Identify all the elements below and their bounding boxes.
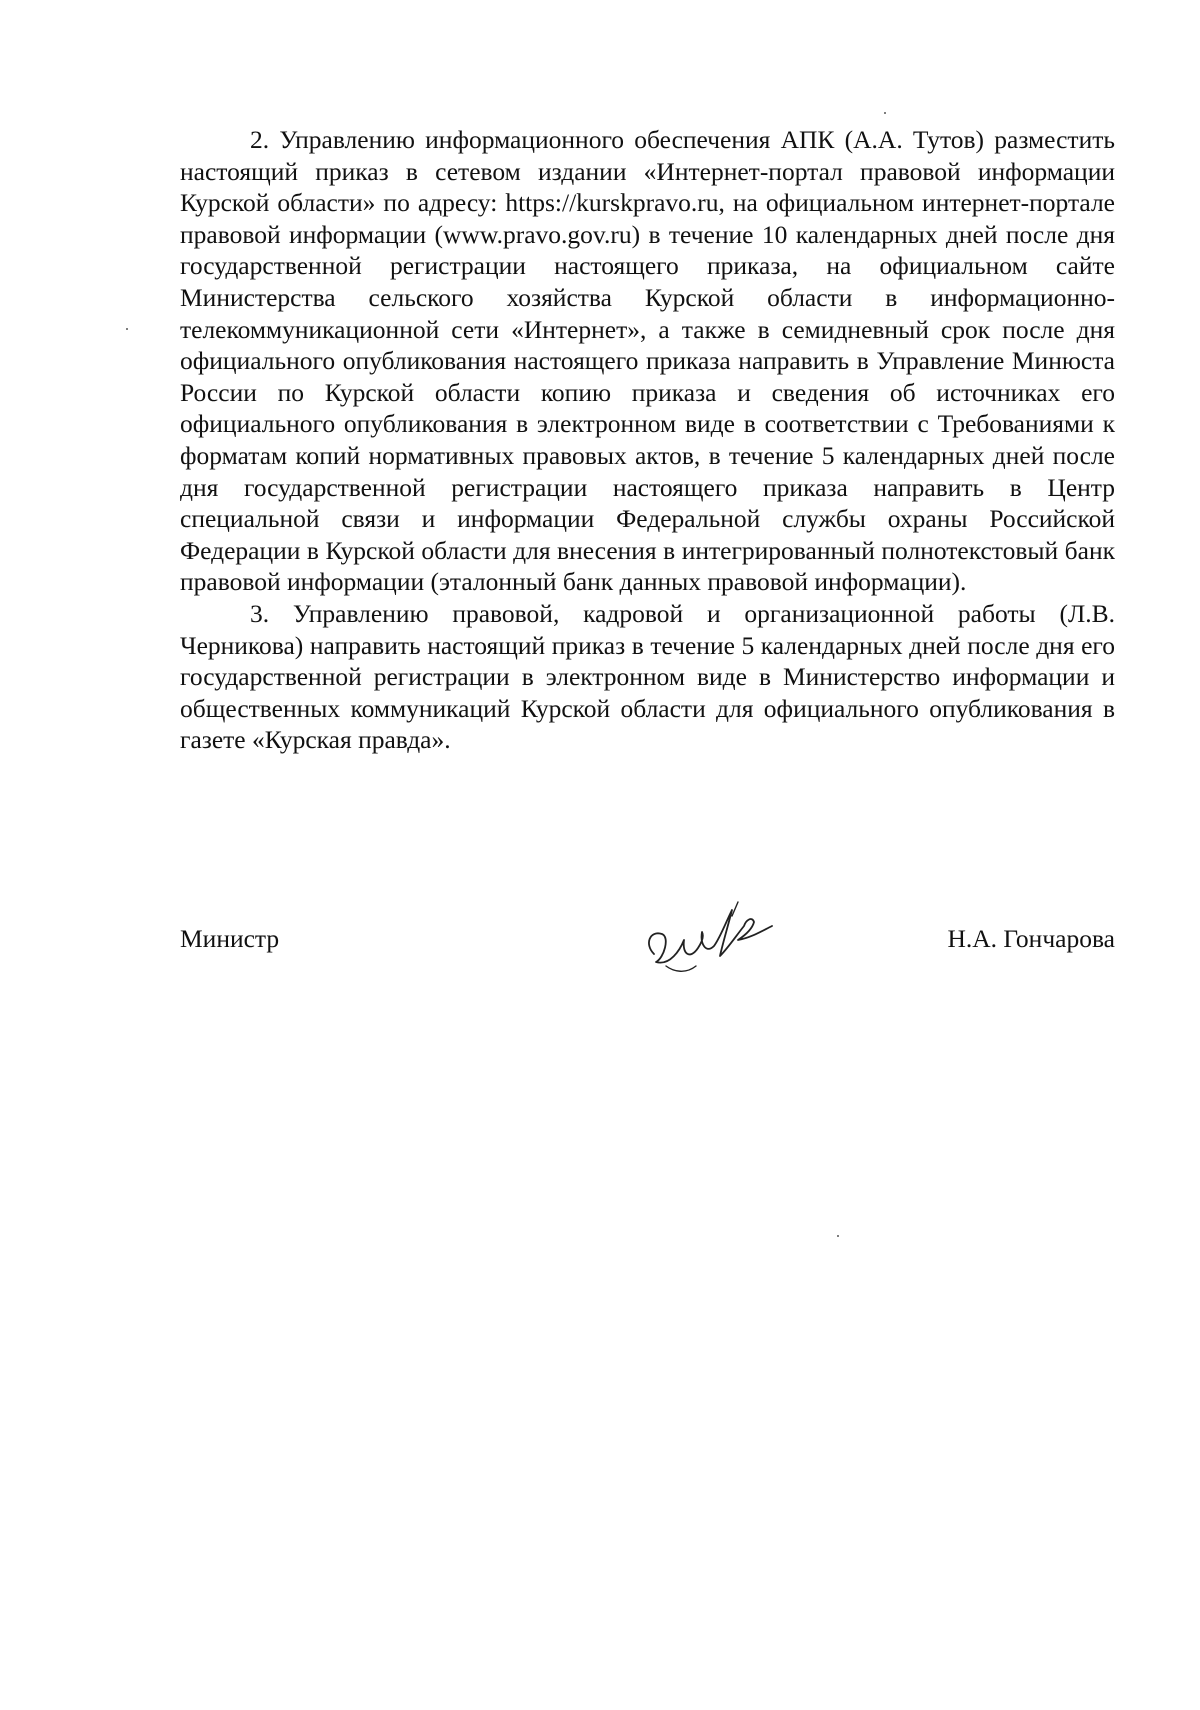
scan-speck bbox=[126, 328, 128, 330]
document-body bbox=[180, 124, 1115, 756]
signer-title: Министр bbox=[180, 924, 280, 953]
handwritten-signature-icon bbox=[640, 896, 800, 986]
scan-speck bbox=[884, 112, 886, 114]
signature-block bbox=[180, 916, 1115, 986]
paragraph-2: 2. Управлению информационного обеспечения АПК (А.А. Тутов) разместить настоящий приказ в сетевом издании «Интернет-портал правовой информации Курской области» по адресу: https://kurskpravo.ru, на официальном интернет-портале правовой информации (www.pravo.gov.ru) в течение 10 календарных дней после дня государственной регистрации настоящего приказа, на официальном сайте Министерства сельского хозяйства Курской области в информационно-телекоммуникационной сети «Интернет», а также в семидневный срок после дня официального опубликования настоящего приказа направить в Управление Минюста России по Курской области копию приказа и сведения об источниках его официального опубликования в электронном виде в соответствии с Требованиями к форматам копий нормативных правовых актов, в течение 5 календарных дней после дня государственной регистрации настоящего приказа направить в Центр специальной связи и информации Федеральной службы охраны Российской Федерации в Курской области для внесения в интегрированный полнотекстовый банк правовой информации (эталонный банк данных правовой информации). bbox=[180, 125, 1115, 597]
paragraph-3: 3. Управлению правовой, кадровой и организационной работы (Л.В. Черникова) направить настоящий приказ в течение 5 календарных дней после дня его государственной регистрации в электронном виде в Министерство информации и общественных коммуникаций Курской области для официального опубликования в газете «Курская правда». bbox=[180, 598, 1115, 755]
scan-speck bbox=[837, 1235, 839, 1237]
signer-name: Н.А. Гончарова bbox=[947, 924, 1115, 953]
